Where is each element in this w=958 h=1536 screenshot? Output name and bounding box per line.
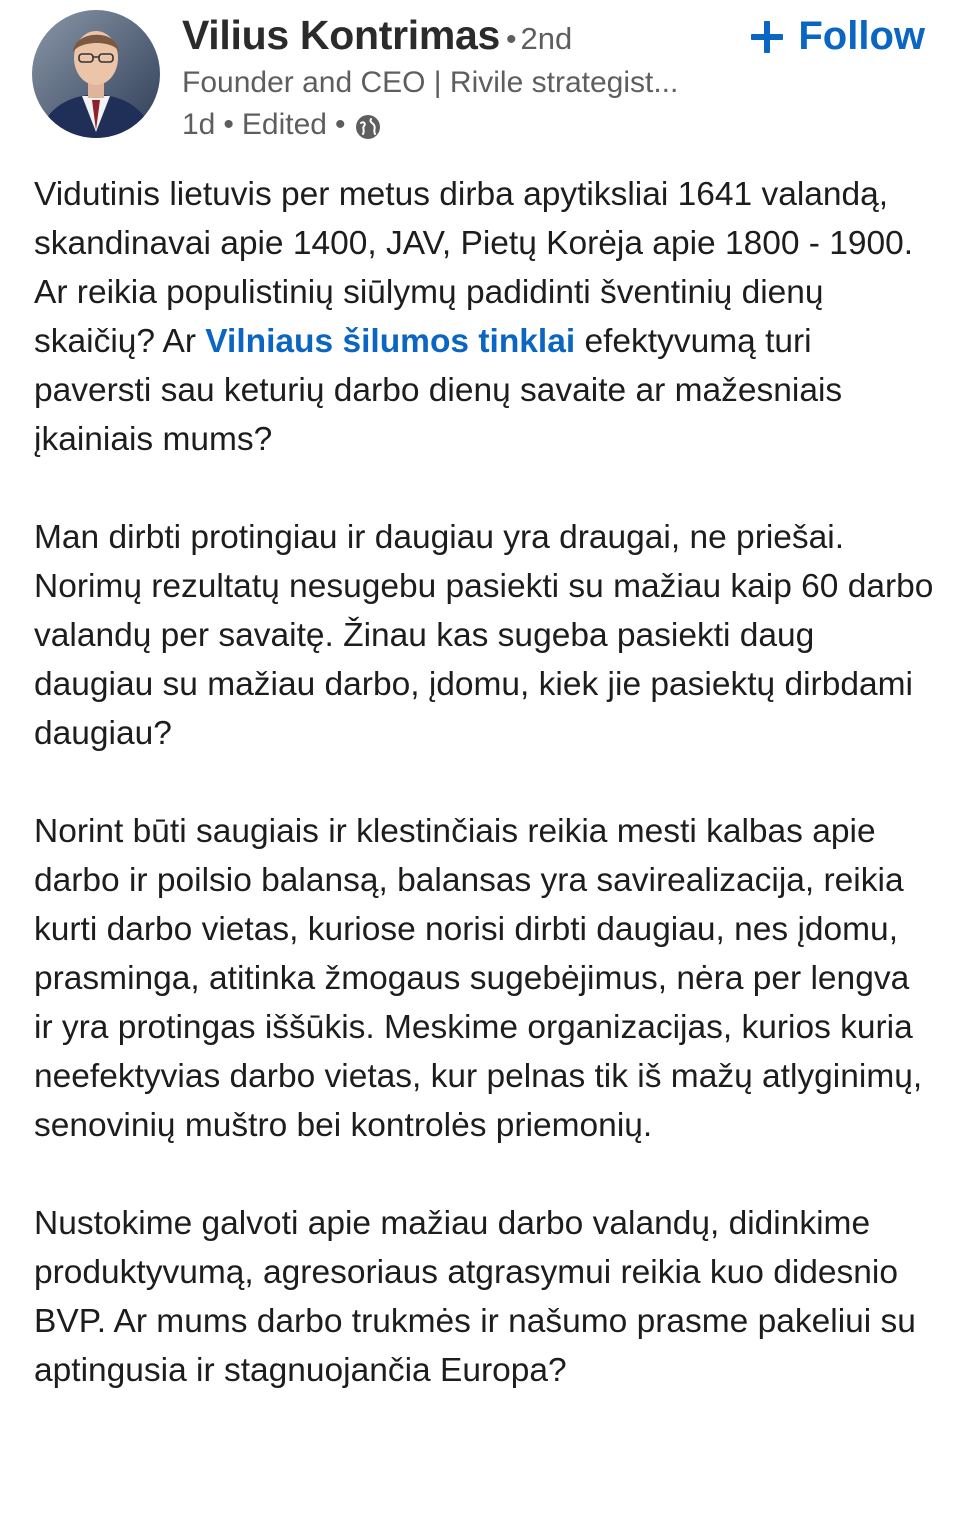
paragraph-spacer [34, 1150, 934, 1199]
post-paragraph-3: Norint būti saugiais ir klestinčiais reikia mesti kalbas apie darbo ir poilsio balansą, balansas yra savirealizacija, reikia kurti darbo vietas, kuriose norisi dirbti daugiau, nes įdomu, prasminga, atitinka žmogaus sugebėjimus, nėra per lengva ir yra protingas iššūkis. Meskime organizacijas, kurios kuria neefektyvias darbo vietas, kur pelnas tik iš mažų atlyginimų, senovinių muštro bei kontrolės priemonių. [34, 813, 923, 1144]
author-headline[interactable]: Founder and CEO | Rivile strategist... [182, 66, 679, 99]
post-meta [182, 108, 381, 142]
paragraph-text: Vidutinis lietuvis per metus dirba apytiksliai 1641 valandą, skandinavai apie 1400, JAV, Pietų Korėja apie 1800 - 1900. Ar reikia populistinių siūlymų padidinti šventinių dienų skaičių? Ar [34, 176, 914, 360]
post-body [34, 170, 934, 1395]
post-header [0, 0, 958, 150]
post-paragraph-1 [34, 170, 934, 464]
paragraph-spacer [34, 758, 934, 807]
degree-separator: • [505, 23, 517, 56]
connection-degree: 2nd [520, 21, 573, 56]
company-mention-link[interactable]: Vilniaus šilumos tinklai [205, 323, 576, 360]
plus-icon [750, 20, 784, 54]
meta-separator: • [223, 108, 234, 141]
follow-label: Follow [798, 14, 925, 58]
meta-separator: • [334, 108, 346, 141]
edited-label: Edited [241, 108, 327, 141]
paragraph-spacer [34, 464, 934, 513]
author-row [182, 12, 572, 59]
post-paragraph-4: Nustokime galvoti apie mažiau darbo valandų, didinkime produktyvumą, agresoriaus atgrasymui reikia kuo didesnio BVP. Ar mums darbo trukmės ir našumo prasme pakeliui su aptingusia ir stagnuojančia Europa? [34, 1205, 916, 1389]
author-name[interactable]: Vilius Kontrimas [182, 12, 500, 58]
paragraph-text: efektyvumą turi paversti sau keturių darbo dienų savaite ar mažesniais įkainiais mums? [34, 323, 843, 458]
avatar[interactable] [32, 10, 160, 138]
follow-button[interactable] [750, 14, 925, 59]
post-paragraph-2: Man dirbti protingiau ir daugiau yra draugai, ne priešai. Norimų rezultatų nesugebu pasiekti su mažiau kaip 60 darbo valandų per savaitę. Žinau kas sugeba pasiekti daug daugiau su mažiau darbo, įdomu, kiek jie pasiektų dirbdami daugiau? [34, 519, 934, 752]
post-time: 1d [182, 108, 216, 141]
globe-icon [355, 114, 381, 140]
